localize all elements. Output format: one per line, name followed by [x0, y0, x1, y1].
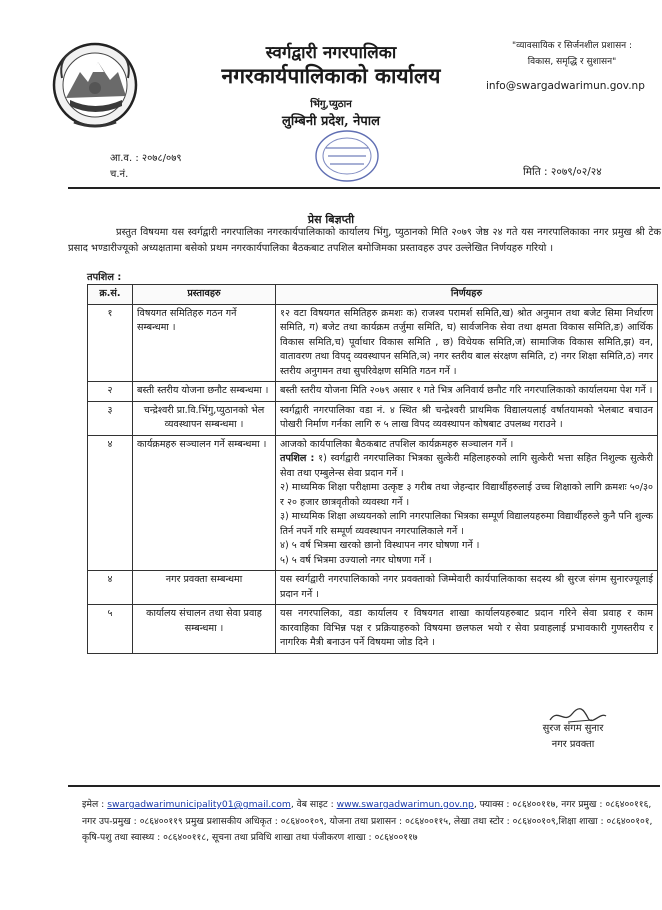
row-proposal: नगर प्रवक्ता सम्बन्धमा: [133, 571, 276, 605]
row-serial: ४: [88, 435, 133, 571]
row-proposal: कार्यालय संचालन तथा सेवा प्रवाह सम्बन्धमा ।: [133, 605, 276, 654]
row-proposal: बस्ती स्तरीय योजना छनौट सम्बन्धमा ।: [133, 382, 276, 402]
decision-items-label: तपशिल :: [280, 453, 315, 464]
footer-divider: [68, 785, 660, 787]
header-email: info@swargadwarimun.gov.np: [486, 80, 645, 92]
row-decision: यस स्वर्गद्वारी नगरपालिकाको नगर प्रवक्ताको जिम्मेवारी कार्यपालिकाका सदस्य श्री सुरज संगम सुनारज्यूलाई प्रदान गर्ने ।: [276, 571, 658, 605]
footer-website-label: , वेब साइट :: [290, 799, 334, 810]
row-proposal: कार्यक्रमहरु सञ्चालन गर्ने सम्बन्धमा ।: [133, 435, 276, 571]
fiscal-year: आ.व. : २०७८/०७९: [110, 153, 182, 164]
row-decision: १२ वटा विषयगत समितिहरु क्रमशः क) राजश्व परामर्श समिति,ख) श्रोत अनुमान तथा बजेट सिमा निर्धारण समिति, ग) बजेट तथा कार्यक्रम तर्जुमा समिति, घ) सार्वजनिक सेवा तथा क्षमता विकास समिति,ङ) आर्थिक विकास समिति,च) पूर्वाधार विकास समिति , छ) विधेयक समिति,ज) सामाजिक विकास समिति,झ) वन, वातावरण तथा विपद् व्यवस्थापन समिति,ञ) नगर स्तरीय बाल संरक्षण समिति, ट) नगर शिक्षा समिति,ठ) नगर स्तरीय अनुगमन तथा सुपरिवेक्षण समिति गठन गर्ने ।: [276, 304, 658, 382]
table-row: [88, 304, 658, 382]
intro-paragraph: प्रस्तुत विषयमा यस स्वर्गद्वारी नगरपालिका नगरकार्यपालिकाको कार्यालय भिंगु, प्युठानको मिति २०७९ जेष्ठ २४ गते यस नगरपालिकाका नगर प्रमुख श्री टेक प्रसाद भण्डारीज्यूको अध्यक्षतामा बसेको प्रथम नगरकार्यपालिका बैठकबाट तपशिल बमोजिमका प्रस्तावहरु उपर उल्लेखित निर्णयहरु गरियो ।: [68, 227, 661, 254]
footer-email-label: इमेल :: [82, 799, 105, 810]
row-serial: ४: [88, 571, 133, 605]
footer-email-link[interactable]: swargadwarimunicipality01@gmail.com: [107, 799, 291, 810]
table-row: [88, 435, 658, 571]
office-name: नगरकार्यपालिकाको कार्यालय: [221, 63, 441, 88]
signatory-name: सुरज संगम सुनार: [542, 723, 604, 734]
row-proposal: विषयगत समितिहरु गठन गर्ने सम्बन्धमा ।: [133, 304, 276, 382]
signatory-designation: नगर प्रवक्ता: [551, 739, 595, 750]
decision-item: ४) ५ वर्ष भित्रमा खरको छानो विस्थापन नगर घोषणा गर्ने ।: [280, 540, 480, 551]
document-title: प्रेस बिज्ञप्ती: [307, 213, 355, 226]
office-place: भिंगु,प्युठान: [310, 99, 352, 110]
decisions-table: [87, 284, 658, 654]
decision-lead: आजको कार्यपालिका बैठकबाट तपशिल कार्यक्रमहरु सञ्चालन गर्ने ।: [280, 438, 514, 450]
decision-item: १) स्वर्गद्वारी नगरपालिका भित्रका सुत्केरी महिलाहरुको लागि सुत्केरी भत्ता सहित निशुल्क सुत्केरी सेवा तथा एम्बुलेन्स सेवा प्रदान गर्ने ।: [280, 453, 654, 479]
table-header-row: [88, 285, 658, 305]
details-label: तपशिल :: [87, 272, 122, 283]
table-row: [88, 571, 658, 605]
dispatch-number: च.नं.: [110, 169, 129, 180]
row-serial: २: [88, 382, 133, 402]
decision-item: ३) माध्यमिक शिक्षा अध्ययनको लागि नगरपालिका भित्रका सम्पूर्ण विद्यालयहरुमा विद्यार्थीहरुले कुनै पनि शुल्क तिर्न नपर्ने गरि सम्पूर्ण व्यवस्थापन नगरपालिकाले गर्ने ।: [280, 511, 653, 537]
row-proposal: चन्द्रेश्वरी प्रा.वि.भिंगु,प्युठानको भेल व्यवस्थापन सम्बन्धमा ।: [133, 401, 276, 435]
row-serial: ५: [88, 605, 133, 654]
row-decision: [276, 435, 658, 571]
table-row: [88, 401, 658, 435]
motto-line-2: विकास, समृद्धि र सुशासन": [527, 57, 617, 67]
footer-website-link[interactable]: www.swargadwarimun.gov.np: [336, 799, 474, 810]
header-decisions: निर्णयहरु: [276, 285, 658, 305]
footer-contacts: [82, 797, 660, 847]
row-decision: स्वर्गद्वारी नगरपालिका वडा नं. ४ स्थित श्री चन्द्रेश्वरी प्राथमिक विद्यालयलाई वर्षातयामको भेलबाट बचाउन पोखरी निर्माण गर्नका लागि रु ५ लाख विपद व्यवस्थापन कोषबाट उपलब्ध गराउने ।: [276, 401, 658, 435]
row-decision: बस्ती स्तरीय योजना मिति २०७९ असार १ गते भित्र अनिवार्य छनौट गरि नगरपालिकाको कार्यालयमा पेश गर्ने ।: [276, 382, 658, 402]
table-row: [88, 382, 658, 402]
decision-item: ५) ५ वर्ष भित्रमा उज्यालो नगर घोषणा गर्ने ।: [280, 554, 432, 566]
office-stamp: [312, 128, 382, 184]
row-decision: यस नगरपालिका, वडा कार्यालय र विषयगत शाखा कार्यालयहरुबाट प्रदान गरिने सेवा प्रवाह र काम कारवाहिका विभिन्न पक्ष र प्रक्रियाहरुको विषयमा छलफल भयो र सेवा प्रवाहलाई प्रभावकारी गुणस्तरीय र नागरिक मैत्री बनाउन पर्ने विषयमा जोड दिने ।: [276, 605, 658, 654]
table-row: [88, 605, 658, 654]
header-divider: [68, 187, 660, 189]
header-serial: क्र.सं.: [88, 285, 133, 305]
motto-line-1: "व्यावसायिक र सिर्जनशील प्रशासन :: [511, 41, 633, 51]
header-proposals: प्रस्तावहरु: [133, 285, 276, 305]
decision-items: [280, 452, 653, 481]
province-name: लुम्बिनी प्रदेश, नेपाल: [282, 114, 380, 129]
footer-phone-numbers: , फ्याक्स : ०८६४००११७, नगर प्रमुख : ०८६४००११६, नगर उप-प्रमुख : ०८६४००११९ प्रमुख प्रशासकीय अधिकृत : ०८६४००१०९, योजना तथा प्रशासन : ०८६४००११५, लेखा तथा स्टोर : ०८६४००१०९,शिक्षा शाखा : ०८६४००१०१, कृषि-पशु तथा स्वास्थ्य : ०८६४००११८, सूचना तथा प्रविधि शाखा तथा पंजीकरण शाखा : ०८६४००११७: [82, 799, 653, 843]
motto: [487, 38, 657, 70]
row-serial: १: [88, 304, 133, 382]
letter-date: मिति : २०७९/०२/२४: [523, 166, 602, 178]
row-serial: ३: [88, 401, 133, 435]
municipality-name: स्वर्गद्वारी नगरपालिका: [265, 43, 397, 63]
decision-item: २) माध्यमिक शिक्षा परीक्षामा उत्कृष्ट ३ गरीब तथा जेहन्दार विद्यार्थीहरुलाई उच्च शिक्षाको लागि क्रमशः ५०/३० र २० हजार छात्रवृतीको व्यवस्था गर्ने ।: [280, 482, 653, 508]
